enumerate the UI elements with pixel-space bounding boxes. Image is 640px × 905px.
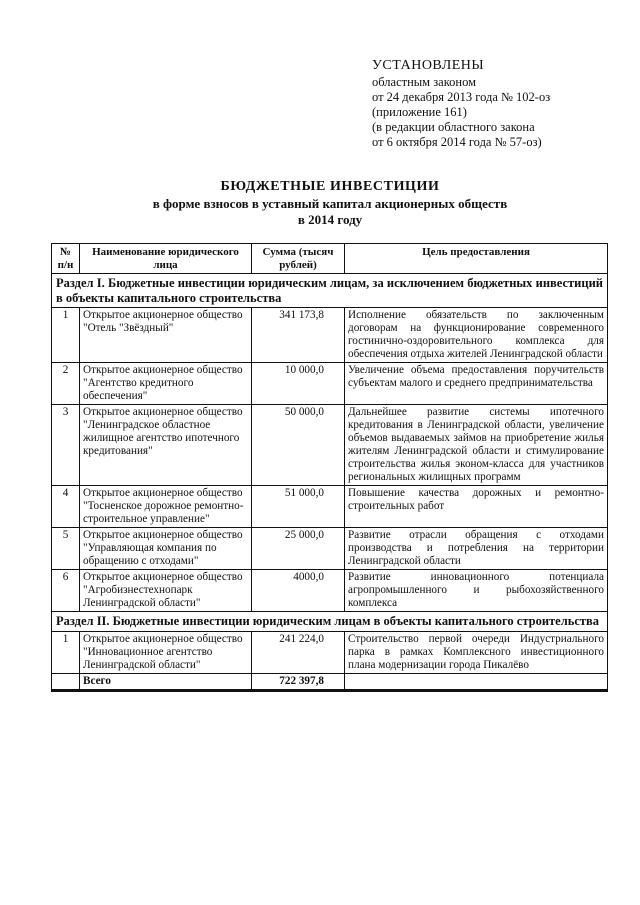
title-main: БЮДЖЕТНЫЕ ИНВЕСТИЦИИ bbox=[220, 179, 440, 194]
row-sum: 51 000,0 bbox=[252, 486, 345, 528]
row-goal: Повышение качества дорожных и ремонтно-строительных работ bbox=[345, 486, 608, 528]
row-name: Открытое акционерное общество "Агентство кредитного обеспечения" bbox=[80, 363, 252, 405]
row-sum: 10 000,0 bbox=[252, 363, 345, 405]
section-row bbox=[52, 612, 608, 632]
row-sum: 50 000,0 bbox=[252, 405, 345, 486]
table-header-row bbox=[52, 244, 608, 274]
row-goal: Дальнейшее развитие системы ипотечного кредитования в Ленинградской области, увеличение объемов выдаваемых займов на приобретение жилья жителям Ленинградской области и стимулирование строительства жилья эконом-класса для участников региональных жилищных программ bbox=[345, 405, 608, 486]
table-row bbox=[52, 308, 608, 363]
row-num: 1 bbox=[52, 308, 80, 363]
row-num: 4 bbox=[52, 486, 80, 528]
total-goal-empty bbox=[345, 673, 608, 690]
section-1-title: Раздел I. Бюджетные инвестиции юридическим лицам, за исключением бюджетных инвестиций в объекты капитального строительства bbox=[52, 274, 608, 308]
title-subtitle: в форме взносов в уставный капитал акционерных обществ bbox=[152, 196, 508, 211]
row-name: Открытое акционерное общество "Отель "Звёздный" bbox=[80, 308, 252, 363]
table-row bbox=[52, 486, 608, 528]
table-row bbox=[52, 405, 608, 486]
row-sum: 4000,0 bbox=[252, 570, 345, 612]
row-sum: 341 173,8 bbox=[252, 308, 345, 363]
header-name: Наименование юридического лица bbox=[80, 244, 252, 274]
investments-table bbox=[51, 243, 608, 692]
row-goal: Развитие инновационного потенциала агропромышленного и рыбохозяйственного комплекса bbox=[345, 570, 608, 612]
total-sum: 722 397,8 bbox=[252, 673, 345, 690]
row-num: 3 bbox=[52, 405, 80, 486]
row-goal: Увеличение объема предоставления поручительств субъектам малого и среднего предпринимательства bbox=[345, 363, 608, 405]
table-row bbox=[52, 570, 608, 612]
row-num: 5 bbox=[52, 528, 80, 570]
approval-line: от 24 декабря 2013 года № 102-оз bbox=[372, 90, 551, 104]
total-row bbox=[52, 673, 608, 690]
row-num: 1 bbox=[52, 631, 80, 673]
row-num: 2 bbox=[52, 363, 80, 405]
title-year: в 2014 году bbox=[297, 212, 363, 227]
row-goal: Исполнение обязательств по заключенным договорам на функционирование современного гостинично-оздоровительного комплекса для обеспечения отдыха жителей Ленинградской области bbox=[345, 308, 608, 363]
row-name: Открытое акционерное общество "Инновационное агентство Ленинградской области" bbox=[80, 631, 252, 673]
header-sum: Сумма (тысяч рублей) bbox=[252, 244, 345, 274]
table-row bbox=[52, 528, 608, 570]
total-label: Всего bbox=[80, 673, 252, 690]
table-row bbox=[52, 363, 608, 405]
row-name: Открытое акционерное общество "Ленинградское областное жилищное агентство ипотечного кредитования" bbox=[80, 405, 252, 486]
total-num-empty bbox=[52, 673, 80, 690]
row-name: Открытое акционерное общество "Управляющая компания по обращению с отходами" bbox=[80, 528, 252, 570]
row-goal: Развитие отрасли обращения с отходами производства и потребления на территории Ленинградской области bbox=[345, 528, 608, 570]
document-title bbox=[60, 178, 600, 228]
header-goal: Цель предоставления bbox=[345, 244, 608, 274]
section-row bbox=[52, 274, 608, 308]
row-sum: 241 224,0 bbox=[252, 631, 345, 673]
row-num: 6 bbox=[52, 570, 80, 612]
header-num: № п/н bbox=[52, 244, 80, 274]
approval-stamp bbox=[372, 58, 622, 150]
row-name: Открытое акционерное общество "Тосненское дорожное ремонтно-строительное управление" bbox=[80, 486, 252, 528]
row-goal: Строительство первой очереди Индустриального парка в рамках Комплексного инвестиционного плана модернизации города Пикалёво bbox=[345, 631, 608, 673]
section-2-title: Раздел II. Бюджетные инвестиции юридическим лицам в объекты капитального строительства bbox=[52, 612, 608, 632]
approval-line: (в редакции областного закона bbox=[372, 120, 535, 134]
approval-line: (приложение 161) bbox=[372, 105, 467, 119]
approval-line: от 6 октября 2014 года № 57-оз) bbox=[372, 135, 542, 149]
row-name: Открытое акционерное общество "Агробизнестехнопарк Ленинградской области" bbox=[80, 570, 252, 612]
row-sum: 25 000,0 bbox=[252, 528, 345, 570]
table-row bbox=[52, 631, 608, 673]
approval-heading: УСТАНОВЛЕНЫ bbox=[372, 58, 485, 73]
approval-line: областным законом bbox=[372, 75, 477, 89]
